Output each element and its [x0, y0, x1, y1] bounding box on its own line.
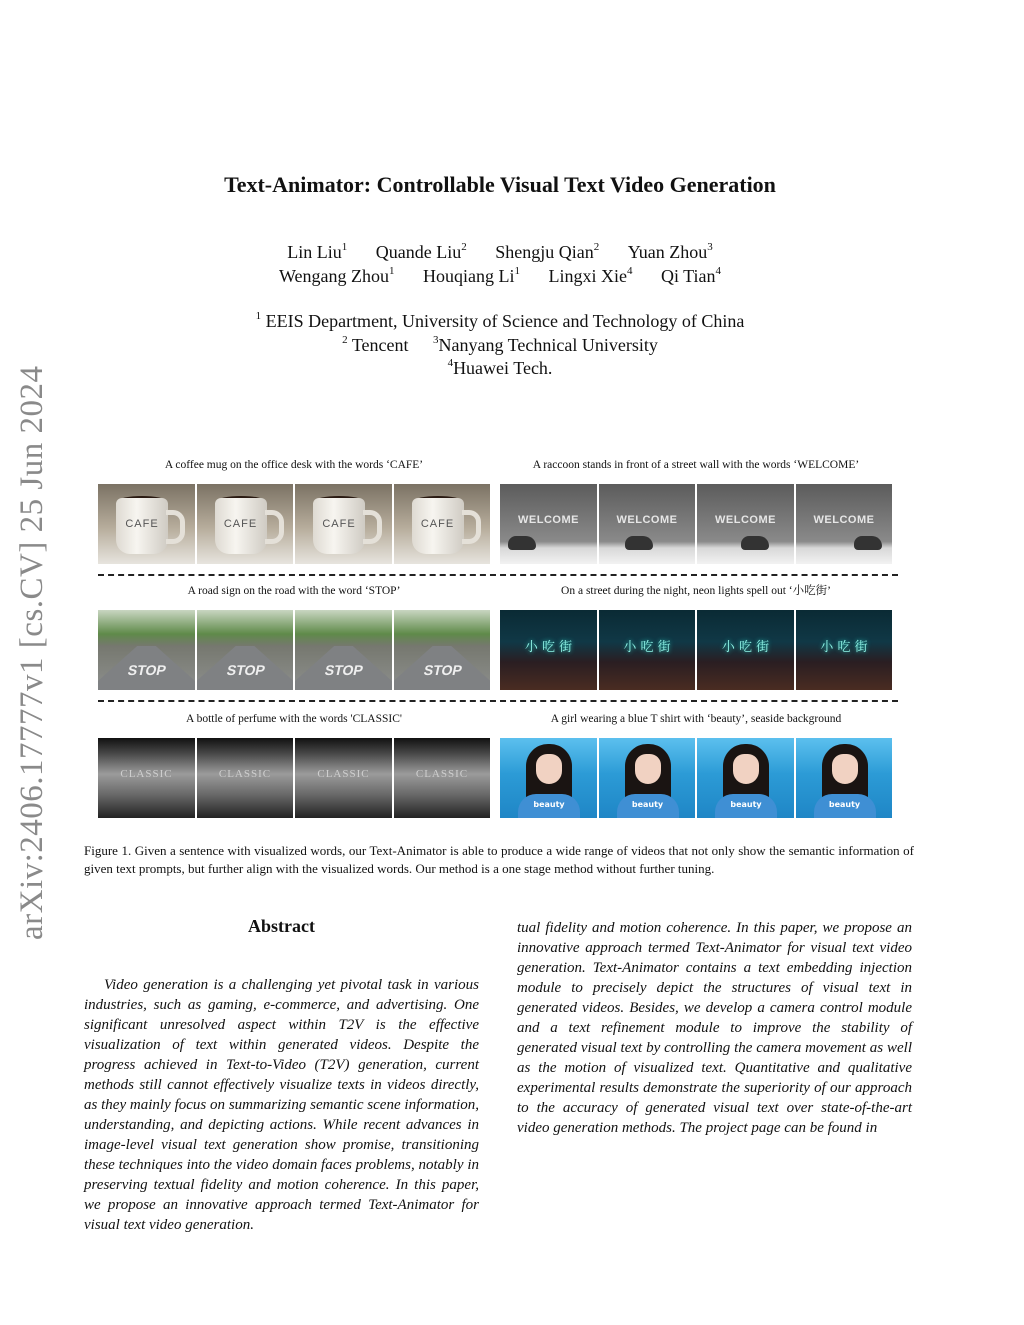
video-frame: STOP [394, 610, 491, 690]
author: Lin Liu$^1$ [287, 241, 348, 262]
figure-panel-girl [500, 710, 892, 818]
video-frame: STOP [98, 610, 195, 690]
affiliation: Huawei Tech. [453, 358, 553, 378]
author: Yuan Zhou$^3$ [627, 241, 713, 262]
figure-caption: Figure 1. Given a sentence with visualized words, our Text-Animator is able to produce a wide range of videos that not only show the semantic information of given text prompts, but further align with the visualized words. Our method is a one stage method without further tuning. [84, 843, 914, 876]
video-frame: 小 吃 街 [599, 610, 696, 690]
video-frame: CAFE [98, 484, 195, 564]
video-frame: beauty [599, 738, 696, 818]
abstract-paragraph: tual fidelity and motion coherence. In this paper, we propose an innovative approach termed Text-Animator for visual text video generation. Text-Animator contains a text embedding injection module to precisely depict the structures of visual text in generated videos. Besides, we develop a camera control module and a text refinement module to improve the stability of generated visual text by controlling the camera movement as well as the motion of visualized text. Quantitative and qualitative experimental results demonstrate the superiority of our approach to the accuracy of generated visual text over state-of-the-art video generation methods. The project page can be found in [517, 920, 912, 1136]
video-frame: 小 吃 街 [796, 610, 893, 690]
figure-1 [98, 450, 898, 820]
panel-caption: A coffee mug on the office desk with the words ‘CAFE’ [164, 459, 424, 471]
figure-panel-stop [98, 582, 490, 690]
paper-title: Text-Animator: Controllable Visual Text Video Generation [224, 172, 776, 197]
video-frame: CLASSIC [394, 738, 491, 818]
video-frame: WELCOME [599, 484, 696, 564]
abstract-left-column [84, 975, 479, 1235]
figure-panel-perfume [98, 710, 490, 818]
video-frame: 小 吃 街 [697, 610, 794, 690]
panel-caption: A girl wearing a blue T shirt with ‘beauty’, seaside background [550, 713, 842, 725]
video-frame: 小 吃 街 [500, 610, 597, 690]
video-frame: STOP [197, 610, 294, 690]
video-frame: CLASSIC [98, 738, 195, 818]
affiliations: $^1$ EEIS Department, University of Science and Technology of China $^2$ Tencent $^3$Nanyang Technical University $^4$Huawei Tech. [255, 310, 745, 378]
panel-caption: A bottle of perfume with the words 'CLASSIC' [186, 713, 402, 725]
abstract-paragraph: Video generation is a challenging yet pivotal task in various industries, such as gaming, e-commerce, and advertising. One significant unresolved aspect within T2V is the effective visualization of text within generated videos. Despite the progress achieved in Text-to-Video (T2V) generation, current methods still cannot effectively visualize texts in videos directly, as they mainly focus on summarizing semantic scene information, understanding, and depicting actions. While recent advances in image-level visual text generation show promise, transitioning these techniques into the video domain faces problems, notably in preserving textual fidelity and motion coherence. In this paper, we propose an innovative approach termed Text-Animator for visual text video generation. [84, 977, 479, 1233]
video-frame: WELCOME [500, 484, 597, 564]
author: Qi Tian$^4$ [661, 265, 722, 286]
video-frame: CAFE [295, 484, 392, 564]
author-list [0, 240, 1000, 288]
video-frame: CLASSIC [295, 738, 392, 818]
figure-panel-neon [500, 582, 892, 690]
affiliation: EEIS Department, University of Science and Technology of China [265, 311, 745, 331]
author: Houqiang Li$^1$ [423, 265, 520, 286]
panel-caption: On a street during the night, neon lights spell out ‘小吃街’ [561, 585, 831, 597]
video-frame: CAFE [197, 484, 294, 564]
dashed-divider [98, 700, 898, 702]
author: Wengang Zhou$^1$ [278, 265, 395, 286]
abstract-heading: Abstract [248, 916, 315, 936]
author: Lingxi Xie$^4$ [548, 265, 633, 286]
video-frame: STOP [295, 610, 392, 690]
figure-panel-raccoon [500, 456, 892, 564]
video-frame: WELCOME [697, 484, 794, 564]
video-frame: beauty [500, 738, 597, 818]
arxiv-identifier: arXiv:2406.17777v1 [cs.CV] 25 Jun 2024 [14, 365, 50, 940]
figure-panel-coffee [98, 456, 490, 564]
video-frame: beauty [697, 738, 794, 818]
affiliation: $^3$Nanyang Technical University [433, 333, 658, 355]
video-frame: WELCOME [796, 484, 893, 564]
affiliation: $^2$ Tencent [342, 333, 409, 355]
panel-caption: A raccoon stands in front of a street wall with the words ‘WELCOME’ [532, 459, 860, 471]
author: Quande Liu$^2$ [375, 241, 467, 262]
dashed-divider [98, 574, 898, 576]
author: Shengju Qian$^2$ [495, 241, 600, 262]
video-frame: CLASSIC [197, 738, 294, 818]
abstract-right-column [517, 918, 912, 1138]
panel-caption: A road sign on the road with the word ‘STOP’ [187, 585, 401, 597]
video-frame: CAFE [394, 484, 491, 564]
video-frame: beauty [796, 738, 893, 818]
